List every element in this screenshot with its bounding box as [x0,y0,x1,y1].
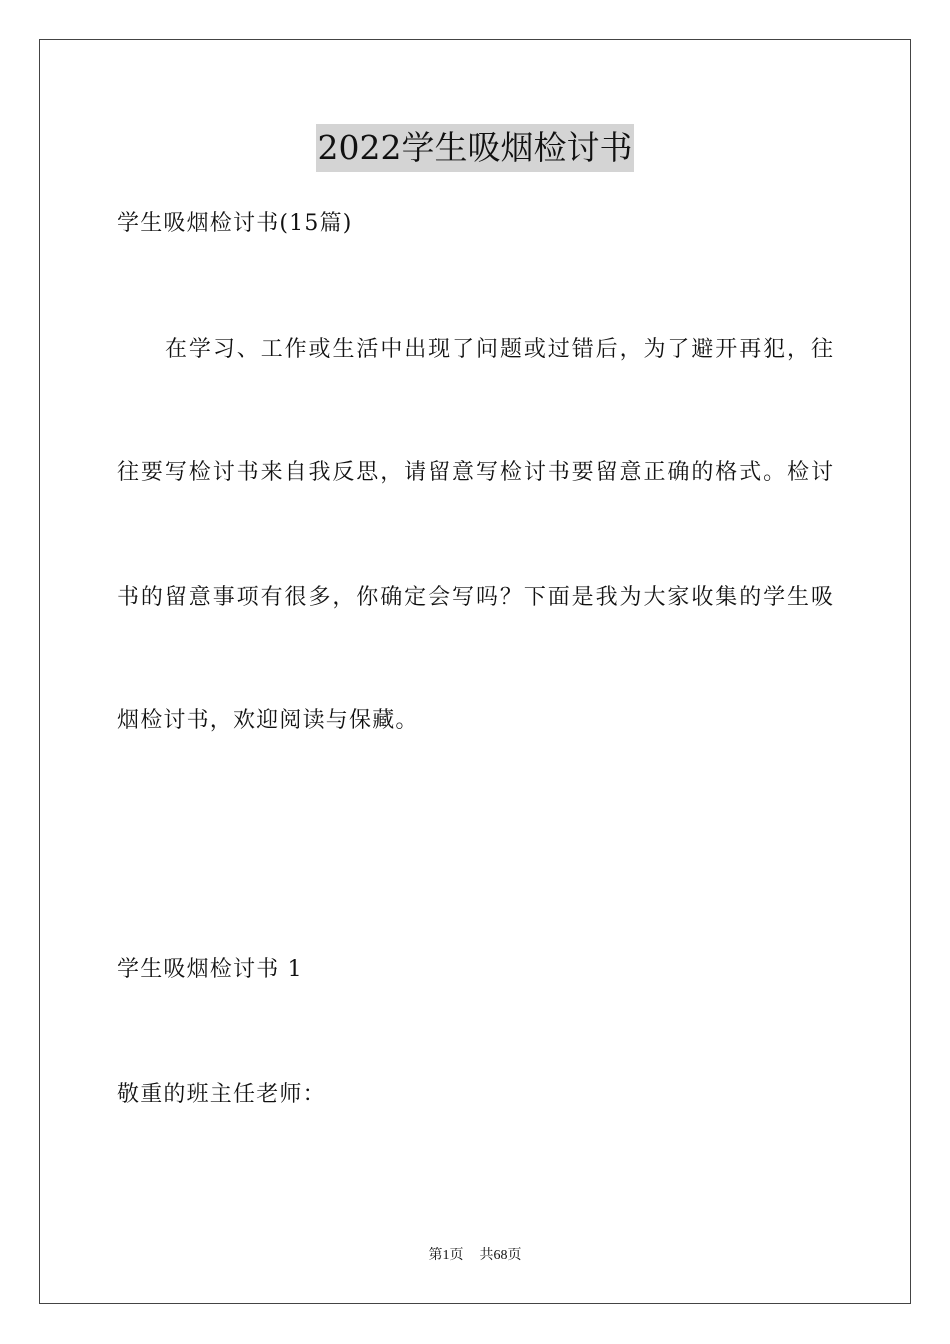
page-number: 第1页 [428,1248,464,1263]
intro-line-2: 往要写检讨书来自我反思，请留意写检讨书要留意正确的格式。检讨 [117,460,833,485]
page-total: 共68页 [479,1248,522,1263]
title-container [0,124,950,172]
salutation: 敬重的班主任老师： [117,1082,326,1107]
page-footer [0,1247,950,1265]
intro-line-1: 在学习、工作或生活中出现了问题或过错后，为了避开再犯，往 [165,337,833,362]
section-heading: 学生吸烟检讨书 1 [117,957,303,982]
intro-line-4: 烟检讨书，欢迎阅读与保藏。 [117,708,419,733]
document-subtitle: 学生吸烟检讨书(15篇) [117,211,353,236]
intro-line-3: 书的留意事项有很多，你确定会写吗？下面是我为大家收集的学生吸 [117,585,833,610]
document-title: 2022学生吸烟检讨书 [316,124,635,172]
